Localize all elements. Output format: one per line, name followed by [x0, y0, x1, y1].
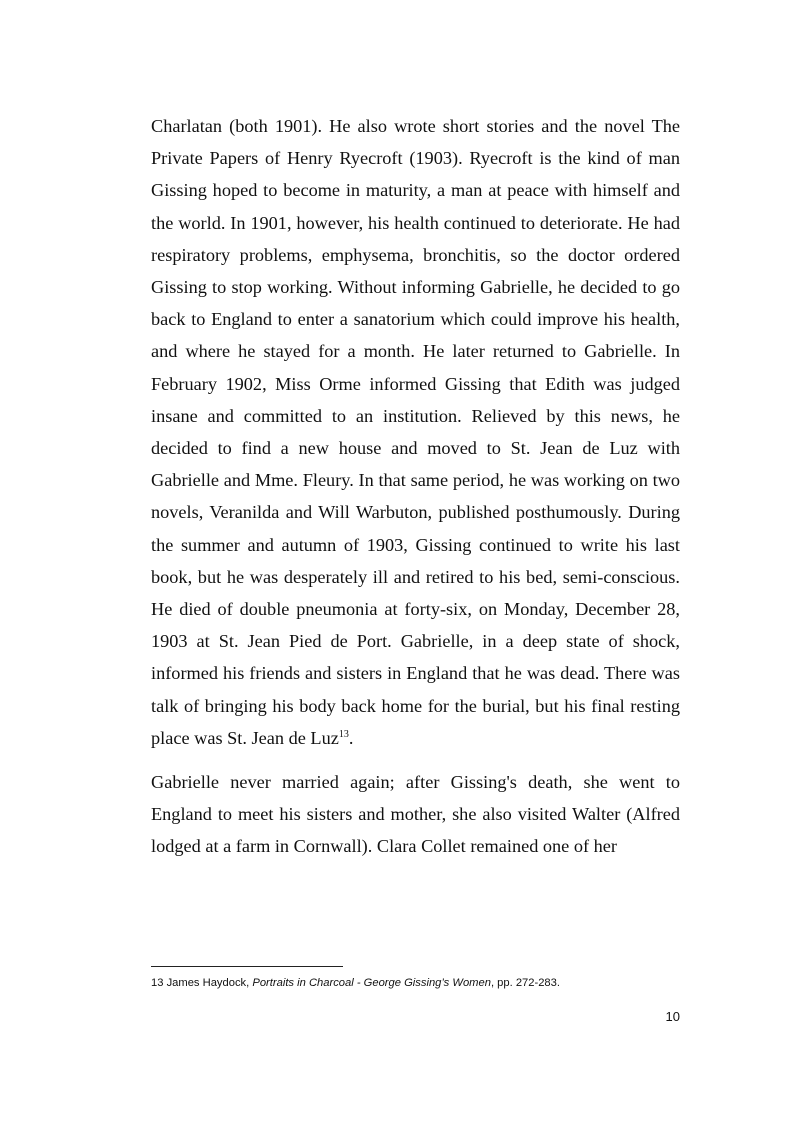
body-paragraph — [151, 110, 680, 754]
paragraph-text: Gabrielle never married again; after Gissing's death, she went to England to meet his sisters and mother, she also visited Walter (Alfred lodged at a farm in Cornwall). Clara Collet remained one of her — [151, 772, 680, 857]
footnote-reference[interactable]: 13 — [338, 728, 349, 740]
paragraph-trailing-punctuation: . — [348, 727, 354, 748]
page-number: 10 — [665, 1009, 680, 1024]
footnote-title: Portraits in Charcoal - George Gissing’s Women — [252, 977, 491, 989]
body-paragraph — [151, 766, 680, 863]
paragraph-text: Charlatan (both 1901). He also wrote short stories and the novel The Private Papers of Henry Ryecroft (1903). Ryecroft is the kind of man Gissing hoped to become in maturity, a man at peace with himself and the world. In 1901, however, his health continued to deteriorate. He had respiratory problems, emphysema, bronchitis, so the doctor ordered Gissing to stop working. Without informing Gabrielle, he decided to go back to England to enter a sanatorium which could improve his health, and where he stayed for a month. He later returned to Gabrielle. In February 1902, Miss Orme informed Gissing that Edith was judged insane and committed to an institution. Relieved by this news, he decided to find a new house and moved to St. Jean de Luz with Gabrielle and Mme. Fleury. In that same period, he was working on two novels, Veranilda and Will Warbuton, published posthumously. During the summer and autumn of 1903, Gissing continued to write his last book, but he was desperately ill and retired to his bed, semi-conscious. He died of double pneumonia at forty-six, on Monday, December 28, 1903 at St. Jean Pied de Port. Gabrielle, in a deep state of shock, informed his friends and sisters in England that he was dead. There was talk of bringing his body back home for the burial, but his final resting place was St. Jean de Luz — [151, 116, 680, 748]
footnote-separator — [151, 966, 343, 967]
footnote-pages: , pp. 272-283. — [490, 977, 560, 989]
footnote-number: 13 — [151, 977, 164, 989]
footnote-author: James Haydock, — [166, 977, 250, 989]
footnote — [151, 975, 681, 991]
